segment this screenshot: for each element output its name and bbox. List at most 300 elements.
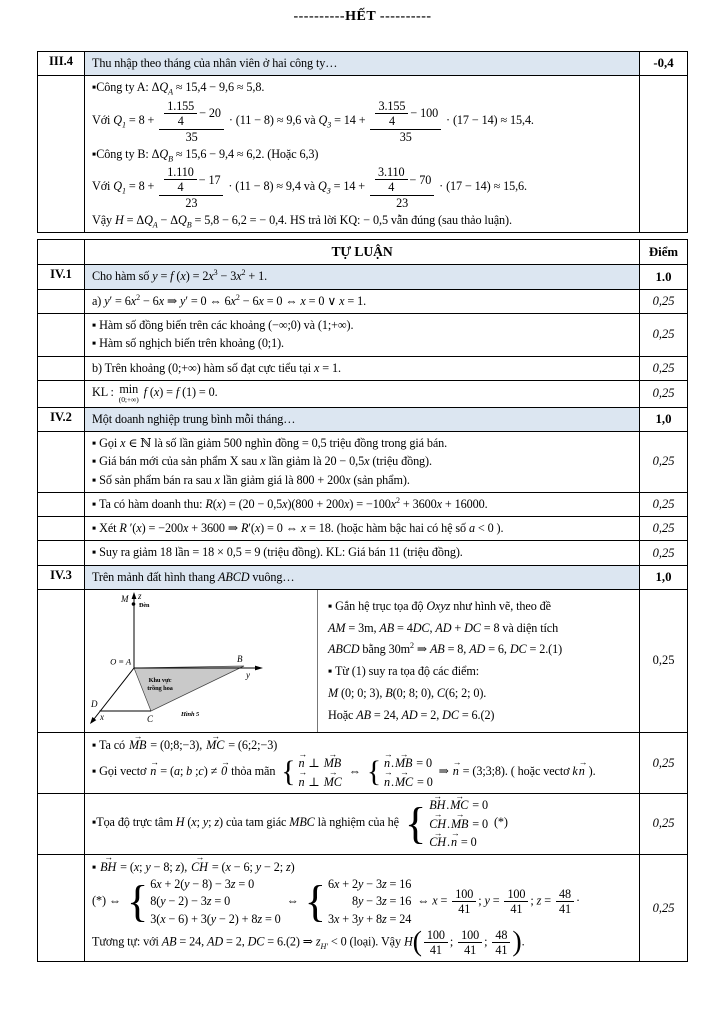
vector: → MC (206, 730, 225, 752)
subscript: B (186, 220, 192, 230)
math-var: x (236, 269, 242, 284)
vector: → MC (323, 767, 342, 789)
table-row (38, 52, 687, 75)
superscript: 2 (136, 292, 141, 302)
label-x: x (100, 711, 104, 722)
score-cell: 0,25 (639, 493, 687, 516)
math-var: x (156, 876, 162, 891)
question-id (38, 290, 85, 313)
row-content (85, 314, 639, 356)
vector: → n (452, 756, 461, 779)
table-row (38, 380, 687, 407)
trapezoid-coordinate-figure (85, 590, 317, 732)
math-var: z (175, 859, 181, 874)
z-axis-arrow-icon (132, 592, 137, 599)
equation-system: { → n ⊥ → MB → n ⊥ → MC (281, 748, 342, 789)
content-line: Vậy $H = \Delta Q_A - \Delta Q_B = 5,8 - 6,2$ = − 0,4. HS trả lời KQ: − 0,5 vẫn đúng (sau thảo luận). (92, 213, 512, 230)
row-content (85, 541, 639, 564)
math-var: x (153, 385, 160, 400)
row-content (85, 408, 639, 431)
label-C: C (147, 713, 153, 724)
math-var: x (344, 496, 350, 511)
table-row (38, 75, 687, 232)
math-var: Q (318, 112, 328, 127)
vector: → MB (394, 748, 413, 771)
label-region-line1: Khu vực (148, 676, 172, 684)
equation-system: { 6x + 2(y − 8) − 3z = 0 8(y − 2) − 3z = 0 3(x − 6) + 3(y − 2) + 8z = 0 (126, 875, 281, 926)
math-var: Q (113, 112, 122, 127)
subscript: A (168, 87, 173, 97)
fraction: 1.110 4 − 17 23 (159, 164, 223, 210)
score-cell: 0,25 (639, 517, 687, 540)
label-z: z (138, 590, 142, 601)
math-var: DC (509, 642, 527, 657)
vector: → n (450, 827, 459, 850)
question-id (38, 733, 85, 793)
question-id: IV.3 (38, 566, 85, 589)
label-M: M (121, 593, 129, 604)
table-row (38, 516, 687, 540)
math-var: MBC (289, 815, 315, 830)
math-var: x (182, 521, 189, 536)
label-D: D (91, 698, 98, 709)
score-cell: Điểm (639, 240, 687, 264)
score-cell: 0,25 (639, 290, 687, 313)
label-lamp: Đèn (139, 601, 150, 609)
math-var: Q (159, 146, 169, 161)
math-var: y (357, 876, 364, 891)
question-id (38, 381, 85, 407)
subscript: 1 (121, 186, 126, 196)
math-var: y (104, 293, 110, 308)
label-origin: O ≡ A (110, 656, 131, 667)
row-content (85, 432, 639, 492)
figure-caption: Hình 5 (181, 710, 200, 718)
math-var: x (158, 293, 164, 308)
question-id (38, 794, 85, 853)
math-var: z (315, 934, 321, 949)
score-cell: 0,25 (639, 733, 687, 793)
fraction: $\frac{100}{41}$ (504, 887, 528, 916)
vector: → n (298, 748, 307, 771)
math-var: DC (442, 707, 459, 722)
table-row (38, 313, 687, 356)
table-row (38, 540, 687, 564)
content-line: ▪Công ty B: $\Delta Q_B \approx 15,6 - 9,4 \approx 6,2$. (Hoặc 6,3) (92, 146, 319, 164)
subscript: H′ (320, 942, 328, 952)
math-var: y (255, 859, 262, 874)
score-cell: 1,0 (639, 566, 687, 589)
vector-arrow-icon: → (384, 767, 392, 778)
score-cell: 0,25 (639, 381, 687, 407)
math-var: x (136, 521, 142, 536)
math-var: x (300, 293, 306, 308)
math-var: y (357, 894, 364, 909)
math-var: y (210, 911, 217, 926)
table-row (38, 589, 687, 732)
math-var: x (254, 521, 261, 536)
content-line: ▪ Xét R ′(x) = −200x + 3600 ⇒ R′(x) = 0 ⇔ x = 18. (hoặc hàm bậc hai có hệ số a < 0 ). (92, 521, 504, 536)
subscript: 3 (327, 119, 332, 129)
math-var: x (390, 496, 397, 511)
vector-arrow-icon: → (578, 756, 587, 767)
superscript: 2 (235, 292, 240, 302)
math-var: f (170, 269, 174, 284)
fraction: 3.110 4 − 70 23 (370, 164, 434, 210)
question-id (38, 590, 85, 732)
math-var: Q (159, 80, 169, 95)
vector-arrow-icon: → (455, 790, 464, 801)
content-line: Một doanh nghiệp trung bình mỗi tháng… (92, 411, 296, 426)
big-paren: ) (512, 926, 522, 958)
math-var: Q (318, 178, 327, 193)
math-var: C (436, 685, 445, 700)
math-var: y (202, 815, 209, 830)
math-var: x (258, 293, 264, 308)
question-id (38, 314, 85, 356)
table-row (38, 431, 687, 492)
vector: → CH (429, 827, 446, 850)
table-section (37, 51, 688, 233)
math-var: AB (379, 620, 395, 635)
row-content (85, 52, 639, 75)
fraction: $\frac{100}{41}$ (424, 928, 448, 957)
math-var: AD (469, 642, 486, 657)
question-id (38, 432, 85, 492)
math-var: AB (356, 707, 371, 722)
question-id: IV.1 (38, 265, 85, 288)
vector: → MB (128, 730, 147, 752)
brace-icon: { (366, 755, 381, 789)
score-cell: -0,4 (639, 52, 687, 75)
row-content (85, 493, 639, 516)
brace-icon: { (281, 755, 296, 789)
vector-arrow-icon: → (211, 730, 220, 741)
score-cell: 0,25 (639, 794, 687, 853)
content-line: ABCD bằng $30m^2$ ⇒ AB = 8, AD = 6, DC = 2.(1) (328, 641, 563, 657)
math-var: b (186, 764, 193, 779)
subscript: 3 (326, 186, 331, 196)
math-var: z (285, 859, 291, 874)
table-row (38, 854, 687, 962)
math-var: B (385, 685, 393, 700)
subscript: 1 (121, 119, 126, 129)
row-content (85, 290, 639, 313)
figure-row-wrap (85, 590, 639, 732)
vector: → n (150, 756, 159, 779)
content-line: a) $y' = 6x^2 - 6x$ ⇒ y′ = 0 ⇔ $6x^2 - 6x = 0$ ⇔ x = 0 ∨ x = 1. (92, 292, 367, 308)
math-var: x (216, 496, 222, 511)
content-line: ▪ Gắn hệ trục tọa độ Oxyz như hình vẽ, theo đề (328, 598, 551, 613)
fraction: $\frac{48}{41}$ (556, 887, 574, 916)
question-id: IV.2 (38, 408, 85, 431)
table-row (38, 492, 687, 516)
math-var: DC (412, 620, 430, 635)
fraction: 1.110 4 (164, 165, 196, 194)
vector: → CH (191, 852, 208, 874)
math-var: AD (207, 934, 224, 949)
big-paren: ( (412, 926, 422, 958)
math-var: R (205, 496, 213, 511)
equation-system: { 6x + 2y − 3z = 16 8y − 3z = 16 3x + 3y + 8z = 24 (304, 875, 412, 926)
math-var: AB (429, 642, 445, 657)
figure-explanation (318, 590, 639, 732)
content-line: Tương tự: với AB = 24, AD = 2, DC = 6.(2) ⇒ $z_{H'} < 0$ (loại). Vậy H( $\frac{100}{41}$ ; $\frac{100}{41}$ ; $\frac{48}{41}$ ). (92, 926, 525, 958)
vector-arrow-icon: → (195, 852, 204, 863)
math-var: AB (161, 934, 177, 949)
row-content (85, 76, 639, 232)
content-line: M (0; 0; 3), B(0; 8; 0), C(6; 2; 0). (328, 685, 487, 700)
math-var: f (175, 385, 180, 400)
answer-key-page (0, 9, 725, 1033)
math-var: x (180, 269, 186, 284)
vector-arrow-icon: → (328, 767, 337, 778)
row-content (85, 730, 639, 793)
vector-arrow-icon: → (298, 767, 307, 778)
vector: → 0 (221, 756, 229, 779)
vector: → MB (323, 748, 342, 771)
math-var: a (468, 521, 475, 536)
question-id (38, 357, 85, 380)
math-var: M (328, 685, 339, 700)
underset: min (0;+∞) (118, 381, 139, 404)
y-axis-arrow-icon (255, 666, 263, 671)
fraction: $\frac{48}{41}$ (492, 928, 510, 957)
math-var: ABCD (328, 642, 360, 657)
math-var: z (230, 876, 236, 891)
math-var: c (198, 764, 204, 779)
vector: → BH (100, 852, 117, 874)
vector-arrow-icon: → (400, 767, 408, 778)
score-cell: 0,25 (639, 357, 687, 380)
vector-arrow-icon: → (133, 730, 142, 741)
content-line: ▪ Hàm số nghịch biến trên khoảng (0;1). (92, 336, 284, 351)
row-content (85, 517, 639, 540)
table-row (38, 565, 687, 589)
row-content (85, 357, 639, 380)
vector-arrow-icon: → (433, 827, 442, 838)
superscript: 3 (213, 268, 218, 278)
math-var: x (208, 269, 214, 284)
table-row (38, 407, 687, 431)
content-line: ▪Tọa độ trực tâm H (x; y; z) của tam giác MBC là nghiệm của hệ { → BH. → MC = 0 → CH. → MB = 0 → CH. → n = 0 (*) (92, 790, 508, 850)
score-cell: 0,25 (639, 590, 687, 732)
math-var: x (333, 911, 340, 926)
superscript: 2 (396, 495, 400, 505)
question-id (38, 541, 85, 564)
content-line: ▪ Ta có → MB = (0;8;−3), → MC = (6;2;−3) (92, 735, 632, 754)
vector: → BH (429, 790, 446, 813)
vector-arrow-icon: → (450, 827, 459, 838)
vector-arrow-icon: → (298, 748, 307, 759)
vector-arrow-icon: → (150, 756, 159, 767)
vector-arrow-icon: → (399, 748, 408, 759)
question-id: III.4 (38, 52, 85, 75)
content-line: (*) ⇔ { 6x + 2(y − 8) − 3z = 0 8(y − 2) − 3z = 0 3(x − 6) + 3(y − 2) + 8z = 0 ⇔ { 6x + 2y − 3z = 16 8y − 3z = 16 3x + 3y + 8z = 24 ⇔ x = $\frac{100}{41}$ ; y = $\frac{100}{41}$ ; z = $\frac{48}{41}$ · (92, 875, 580, 926)
content-line: Hoặc AB = 24, AD = 2, DC = 6.(2) (328, 707, 495, 722)
question-id (38, 240, 85, 264)
math-var: R (119, 521, 127, 536)
label-region-line2: trồng hoa (147, 684, 173, 692)
table-row (38, 732, 687, 793)
math-var: Oxyz (426, 598, 451, 613)
content-line: ▪ Gọi x ∈ ℕ là số lần giảm 500 nghìn đồng = 0,5 triệu đồng trong giá bán. (92, 435, 448, 450)
math-var: x (133, 859, 140, 874)
math-var: AM (328, 620, 346, 635)
math-var: y (484, 893, 490, 908)
row-content (85, 381, 639, 407)
content-line: b) Trên khoảng (0;+∞) hàm số đạt cực tiểu tại x = 1. (92, 360, 341, 375)
math-var: x (333, 876, 340, 891)
question-id (38, 855, 85, 962)
math-var: k (572, 764, 578, 779)
row-content (85, 852, 639, 962)
table-row (38, 289, 687, 313)
question-id (38, 517, 85, 540)
score-cell: 1,0 (639, 408, 687, 431)
content-line: ▪ Từ (1) suy ra tọa độ các điểm: (328, 664, 479, 679)
math-var: x (130, 293, 137, 308)
math-var: y (357, 911, 364, 926)
score-cell (639, 76, 687, 232)
brace-icon: { (404, 797, 427, 848)
superscript: 2 (409, 641, 414, 651)
label-B: B (237, 653, 243, 664)
score-cell: 0,25 (639, 432, 687, 492)
math-var: y (180, 293, 186, 308)
fraction: 1.155 4 (164, 99, 197, 128)
vector-arrow-icon: → (452, 756, 461, 767)
math-var: z (381, 876, 387, 891)
subscript: B (168, 154, 173, 164)
answer-table (37, 51, 688, 962)
math-var: z (381, 894, 387, 909)
math-var: ABCD (218, 569, 250, 584)
math-var: x (120, 435, 126, 450)
vector-arrow-icon: → (104, 852, 113, 863)
superscript: 2 (241, 268, 246, 278)
row-content (85, 590, 639, 732)
vector-arrow-icon: → (328, 748, 337, 759)
content-line: ▪ Suy ra giảm 18 lần = 18 × 0,5 = 9 (triệu đồng). KL: Giá bán 11 (triệu đồng). (92, 545, 463, 560)
vector-arrow-icon: → (433, 790, 442, 801)
vector: → MC (394, 767, 414, 789)
math-var: x (230, 293, 236, 308)
math-var: x (282, 496, 288, 511)
fraction: 3.155 4 (375, 99, 408, 128)
content-line: ▪ Giá bán mới của sản phẩm X sau x lần giảm là 20 − 0,5x (triệu đồng). (92, 454, 432, 469)
math-var: x (436, 496, 442, 511)
math-var: x (339, 293, 345, 308)
math-var: y (152, 269, 158, 284)
content-line: ▪ → BH = (x; y − 8; z), → CH = (x − 6; y − 2; z) (92, 857, 632, 876)
table-row (38, 264, 687, 288)
math-var: x (225, 859, 231, 874)
math-var: AD (435, 620, 452, 635)
math-var: x (160, 911, 166, 926)
vector-arrow-icon: → (221, 756, 229, 767)
math-var: z (536, 893, 542, 908)
math-var: y (184, 876, 190, 891)
content-line: ▪ Gọi vectơ → n = (a; b ;c) ≠ → 0 thỏa mãn { → n ⊥ → MB → n ⊥ → MC ⇔ { → n. → MB = 0 → n. → MC = 0 ⇒ → n = (3;3;8). ( hoặc vectơ k → n ). (92, 748, 596, 789)
math-var: x (314, 360, 320, 375)
math-var: DC (247, 934, 265, 949)
content-line: ▪ Hàm số đồng biến trên các khoảng (−∞;0) và (1;+∞). (92, 317, 354, 332)
fraction: 3.155 4 − 100 35 (370, 98, 441, 144)
content-line: ▪ Ta có hàm doanh thu: $R(x) = (20 - 0,5x)(800 + 200x) = -100x^2 + 3600x + 16000$. (92, 495, 488, 511)
question-id (38, 493, 85, 516)
math-var: z (381, 911, 387, 926)
content-line: Cho hàm số y = f $(x) = 2x^3 - 3x^2 + 1$. (92, 268, 268, 284)
math-var: Q (178, 213, 187, 228)
fraction: $\frac{100}{41}$ (452, 887, 476, 916)
row-content (85, 265, 639, 288)
section-heading: TỰ LUẬN (331, 244, 393, 260)
score-cell: 0,25 (639, 541, 687, 564)
math-var: x (432, 893, 438, 908)
vector: → n (384, 767, 392, 789)
vector: → n (298, 767, 307, 789)
equation-system: { → BH. → MC = 0 → CH. → MB = 0 → CH. → n = 0 (404, 790, 489, 850)
vector-arrow-icon: → (455, 809, 464, 820)
math-var: R (240, 521, 249, 536)
math-var: x (364, 454, 370, 469)
content-line: Với $Q_1 = 8$ + 1.155 4 − 20 35 · (11 − 8) ≈ 9,6 và $Q_3 = 14$ + 3.155 4 − 100 35 · (17 − 14) ≈ 15,4. (92, 98, 534, 144)
row-content (85, 566, 639, 589)
content-line: ▪ Số sản phẩm bán ra sau x lần giảm giá là 800 + 200x (sản phẩm). (92, 472, 410, 487)
math-var: x (191, 815, 197, 830)
end-marker: ----------HẾT ---------- (293, 9, 432, 24)
math-var: f (143, 385, 147, 400)
math-var: H (114, 213, 124, 228)
content-line: Với $Q_1 = 8$ + 1.110 4 − 17 23 · (11 − 8) ≈ 9,4 và $Q_3 = 14$ + 3.110 4 − 70 23 · (17 − 14) ≈ 15,6. (92, 164, 527, 211)
math-var: Q (144, 213, 153, 228)
score-cell: 0,25 (639, 855, 687, 962)
math-var: H (403, 934, 413, 949)
math-var: H (175, 815, 185, 830)
vector: → MB (450, 809, 469, 831)
math-var: z (257, 911, 262, 926)
row-content (85, 790, 639, 853)
table-row (38, 240, 687, 264)
math-var: x (345, 472, 351, 487)
figure-cell (85, 590, 317, 732)
vector-arrow-icon: → (433, 809, 442, 820)
score-cell: 0,25 (639, 314, 687, 356)
vector: → CH (429, 809, 446, 831)
content-line: Trên mảnh đất hình thang ABCD vuông… (92, 569, 295, 584)
math-var: z (214, 815, 220, 830)
label-y: y (246, 669, 250, 680)
math-var: z (206, 894, 212, 909)
math-var: x (300, 521, 307, 536)
fraction: 1.155 4 − 20 35 (159, 98, 224, 144)
fraction: 3.110 4 (375, 165, 407, 194)
content-line: ▪Công ty A: $\Delta Q_A \approx 15,4 - 9,6 \approx 5,8$. (92, 80, 265, 97)
vector: → n (578, 756, 587, 779)
math-var: DC (464, 620, 481, 635)
table-section (37, 239, 688, 962)
table-row (38, 790, 687, 853)
score-cell: 1.0 (639, 265, 687, 288)
equation-system: { → n. → MB = 0 → n. → MC = 0 (366, 748, 433, 789)
brace-icon: { (304, 875, 326, 926)
math-var: Q (113, 178, 122, 193)
content-line: Thu nhập theo tháng của nhân viên ở hai công ty… (92, 56, 338, 70)
content-line: AM = 3m, AB = 4DC, AD + DC = 8 và diện tích (328, 620, 559, 635)
math-var: y (145, 859, 151, 874)
math-var: AD (401, 707, 418, 722)
